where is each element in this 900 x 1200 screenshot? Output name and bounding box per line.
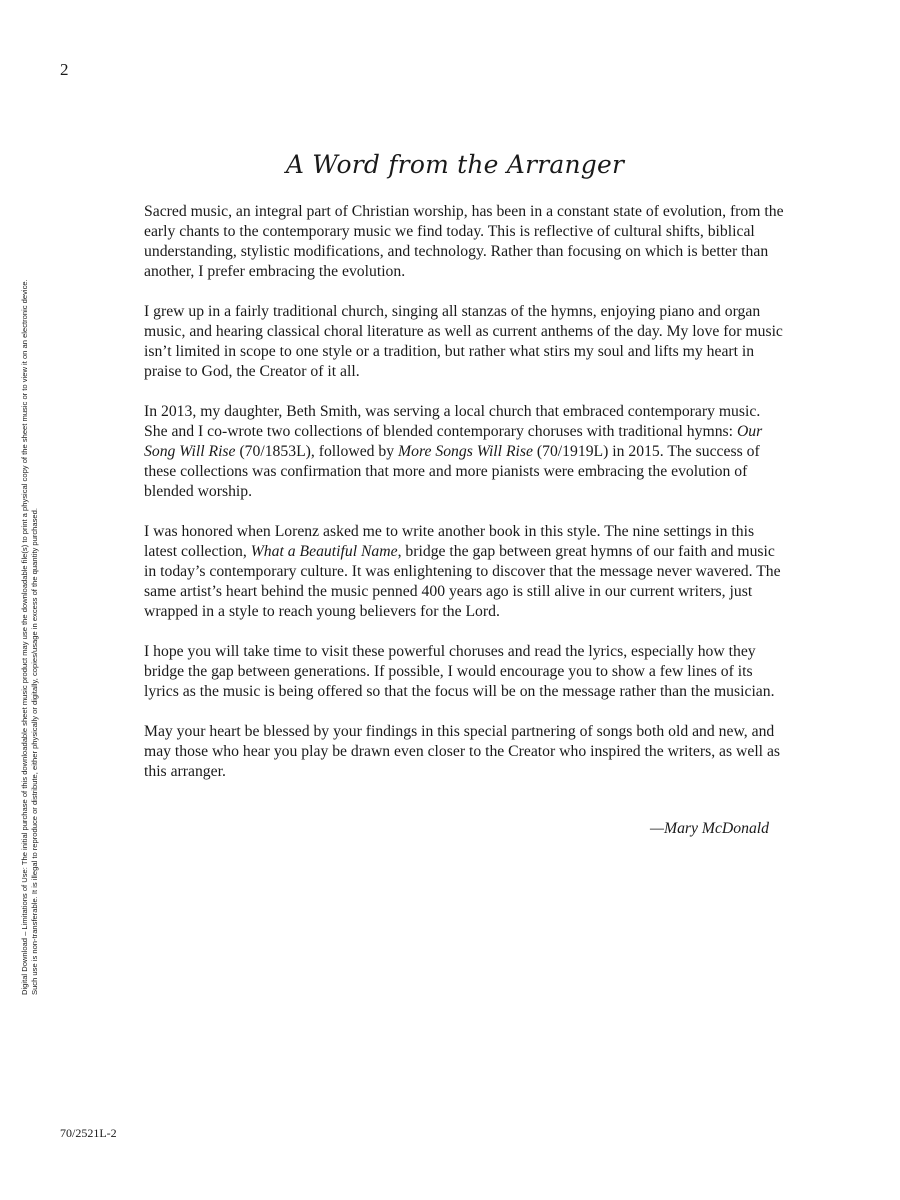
paragraph-4-text-b: , bridge the gap between great hymns of our faith and music in today’s contemporary culture. It was enlightening to discover that the message never wavered. The same artist’s heart behind the music penned 400 years ago is still alive in our current writers, just wrapped in a style to reach young believers for the Lord. [144,543,781,620]
paragraph-2: I grew up in a fairly traditional church, singing all stanzas of the hymns, enjoying piano and organ music, and hearing classical choral literature as well as current anthems of the day. My love for music isn’t limited in scope to one style or a tradition, but rather what stirs my soul and lifts my heart in praise to God, the Creator of it all. [144,303,783,380]
paragraph-3 [144,402,784,502]
paragraph-6: May your heart be blessed by your findings in this special partnering of songs both old and new, and may those who hear you play be drawn even closer to the Creator who inspired the writers, as well as this arranger. [144,723,781,780]
page-number: 2 [60,60,69,79]
signature: —Mary McDonald [650,820,769,837]
paragraph-3-text-a: In 2013, my daughter, Beth Smith, was serving a local church that embraced contemporary music. She and I co-wrote two collections of blended contemporary choruses with traditional hymns: [144,403,761,440]
usage-notice-line-2: Such use is non-transferable. It is illegal to reproduce or distribute, either physically or digitally, copies/usage in excess of the quantity purchased. [30,508,39,995]
usage-notice-line-1: Digital Download – Limitations of Use: The initial purchase of this downloadable sheet music product may use the downloadable file(s) to print a physical copy of the sheet music or to view it on an electronic device. [20,279,29,995]
page-title: A Word from the Arranger [285,150,625,179]
usage-notice [20,205,40,995]
paragraph-1: Sacred music, an integral part of Christian worship, has been in a constant state of evolution, from the early chants to the contemporary music we find today. This is reflective of cultural shifts, biblical understanding, stylistic modifications, and technology. Rather than focusing on which is better than another, I prefer embracing the evolution. [144,203,784,280]
catalog-code: 70/2521L-2 [60,1126,117,1140]
paragraph-5: I hope you will take time to visit these powerful choruses and read the lyrics, especially how they bridge the gap between generations. If possible, I would encourage you to show a few lines of its lyrics as the music is being offered so that the focus will be on the message rather than the musician. [144,643,775,700]
book-title-our-song-will-rise: Our Song Will Rise [144,423,763,460]
paragraph-3-text-b: (70/1853L), followed by [235,443,399,460]
article-body [144,202,784,802]
book-title-what-a-beautiful-name: What a Beautiful Name [250,543,398,560]
paragraph-3-text-c: (70/1919L) in 2015. The success of these collections was confirmation that more and more pianists were embracing the evolution of blended worship. [144,443,760,500]
paragraph-4-text-a: I was honored when Lorenz asked me to write another book in this style. The nine settings in this latest collection, [144,523,755,560]
book-title-more-songs-will-rise: More Songs Will Rise [398,443,533,460]
paragraph-4 [144,522,784,622]
